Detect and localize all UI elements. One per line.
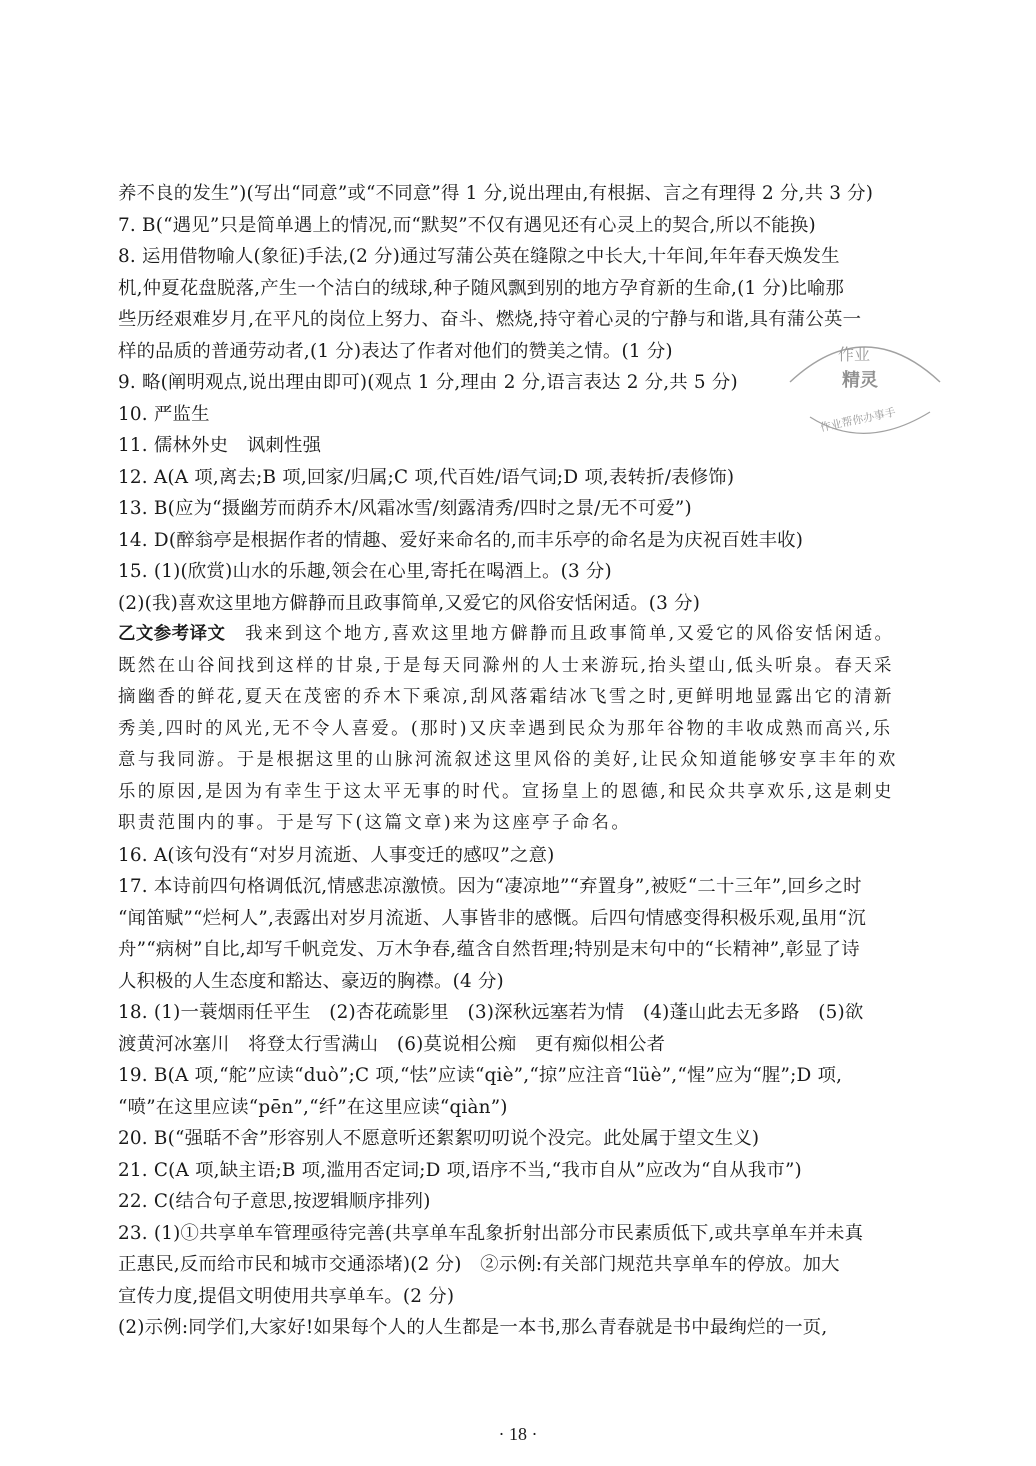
watermark-stamp <box>780 322 950 452</box>
text-line: 9. 略(阐明观点,说出理由即可)(观点 1 分,理由 2 分,语言表达 2 分,共 5 分) <box>118 372 738 393</box>
text-line: 正惠民,反而给市民和城市交通添堵)(2 分) ②示例:有关部门规范共享单车的停放。加大 <box>118 1254 840 1275</box>
text-line: 17. 本诗前四句格调低沉,情感悲凉激愤。因为“凄凉地”“弃置身”,被贬“二十三年”,回乡之时 <box>118 876 862 897</box>
text-line: 16. A(该句没有“对岁月流逝、人事变迁的感叹”之意) <box>118 844 555 866</box>
text-line: 20. B(“强聒不舍”形容别人不愿意听还絮絮叨叨说个没完。此处属于望文生义) <box>118 1128 760 1149</box>
text-line: 19. B(A 项,“舵”应读“duò”;C 项,“怯”应读“qiè”,“掠”应注音“lüè”,“惺”应为“腥”;D 项, <box>118 1065 843 1086</box>
text-line: 21. C(A 项,缺主语;B 项,滥用否定词;D 项,语序不当,“我市自从”应改为“自从我市”) <box>118 1159 802 1181</box>
text-line: 摘幽香的鲜花,夏天在茂密的乔木下乘凉,刮风落霜结冰飞雪之时,更鲜明地显露出它的清新 <box>118 687 894 707</box>
text-line: “喷”在这里应读“pēn”,“纤”在这里应读“qiàn”) <box>118 1096 508 1118</box>
text-line: 意与我同游。于是根据这里的山脉河流叙述这里风俗的美好,让民众知道能够安享丰年的欢 <box>118 750 898 770</box>
text-line: 15. (1)(欣赏)山水的乐趣,领会在心里,寄托在喝酒上。(3 分) <box>118 561 612 582</box>
translation-block <box>118 651 948 840</box>
text-line: 样的品质的普通劳动者,(1 分)表达了作者对他们的赞美之情。(1 分) <box>118 340 673 362</box>
text-line: 人积极的人生态度和豁达、豪迈的胸襟。(4 分) <box>118 970 504 992</box>
text-line: 12. A(A 项,离去;B 项,回家/归属;C 项,代百姓/语气词;D 项,表转折/表修饰) <box>118 466 735 488</box>
text-line: 乐的原因,是因为有幸生于这太平无事的时代。宣扬皇上的恩德,和民众共享欢乐,这是刺史 <box>118 781 894 802</box>
page-number: · 18 · <box>498 1424 538 1444</box>
text-line: 养不良的发生”)(写出“同意”或“不同意”得 1 分,说出理由,有根据、言之有理得 2 分,共 3 分) <box>118 183 874 204</box>
text-line: 14. D(醉翁亭是根据作者的情趣、爱好来命名的,而丰乐亭的命名是为庆祝百姓丰收) <box>118 529 804 551</box>
answer-block-2 <box>118 840 948 1344</box>
text-line: 职责范围内的事。于是写下(这篇文章)来为这座亭子命名。 <box>118 813 632 833</box>
text-line: 宣传力度,提倡文明使用共享单车。(2 分) <box>118 1285 455 1307</box>
text-line: 8. 运用借物喻人(象征)手法,(2 分)通过写蒲公英在缝隙之中长大,十年间,年年春天焕发生 <box>118 246 840 267</box>
text-line: 秀美,四时的风光,无不令人喜爱。(那时)又庆幸遇到民众为那年谷物的丰收成熟而高兴,乐 <box>118 718 893 739</box>
translation-heading: 乙文参考译文 <box>118 624 226 644</box>
translation-first-text: 我来到这个地方,喜欢这里地方僻静而且政事简单,又爱它的风俗安恬闲适。 <box>225 624 895 644</box>
text-line: 机,仲夏花盘脱落,产生一个洁白的绒球,种子随风飘到别的地方孕育新的生命,(1 分)比喻那 <box>118 277 845 299</box>
text-line: (2)(我)喜欢这里地方僻静而且政事简单,又爱它的风俗安恬闲适。(3 分) <box>118 592 701 614</box>
text-line: 22. C(结合句子意思,按逻辑顺序排列) <box>118 1191 431 1212</box>
text-line: 18. (1)一蓑烟雨任平生 (2)杏花疏影里 (3)深秋远塞若为情 (4)蓬山此去无多路 (5)欲 <box>118 1002 864 1023</box>
text-line: 7. B(“遇见”只是简单遇上的情况,而“默契”不仅有遇见还有心灵上的契合,所以不能换) <box>118 214 816 236</box>
text-line: 13. B(应为“摄幽芳而荫乔木/风霜冰雪/刻露清秀/四时之景/无不可爱”) <box>118 498 692 519</box>
translation-first-line <box>118 619 948 651</box>
stamp-top-text: 作业 <box>838 345 871 364</box>
text-line: 舟”“病树”自比,却写千帆竞发、万木争春,蕴含自然哲理;特别是末句中的“长精神”,彰显了诗 <box>118 939 860 960</box>
text-line: (2)示例:同学们,大家好!如果每个人的人生都是一本书,那么青春就是书中最绚烂的一页, <box>118 1317 828 1338</box>
text-line: 既然在山谷间找到这样的甘泉,于是每天同滁州的人士来游玩,抬头望山,低头听泉。春天采 <box>118 655 894 676</box>
stamp-bottom-text: 作业帮你办事手 <box>818 405 897 435</box>
text-line: 11. 儒林外史 讽刺性强 <box>118 435 322 456</box>
stamp-mid-text: 精灵 <box>842 370 878 391</box>
text-line: 渡黄河冰塞川 将登太行雪满山 (6)莫说相公痴 更有痴似相公者 <box>118 1033 666 1055</box>
text-line: 些历经艰难岁月,在平凡的岗位上努力、奋斗、燃烧,持守着心灵的宁静与和谐,具有蒲公英一 <box>118 309 862 330</box>
text-line: “闻笛赋”“烂柯人”,表露出对岁月流逝、人事皆非的感慨。后四句情感变得积极乐观,虽用“沉 <box>118 907 866 929</box>
text-line: 10. 严监生 <box>118 403 210 425</box>
text-line: 23. (1)①共享单车管理亟待完善(共享单车乱象折射出部分市民素质低下,或共享单车并未真 <box>118 1222 864 1244</box>
